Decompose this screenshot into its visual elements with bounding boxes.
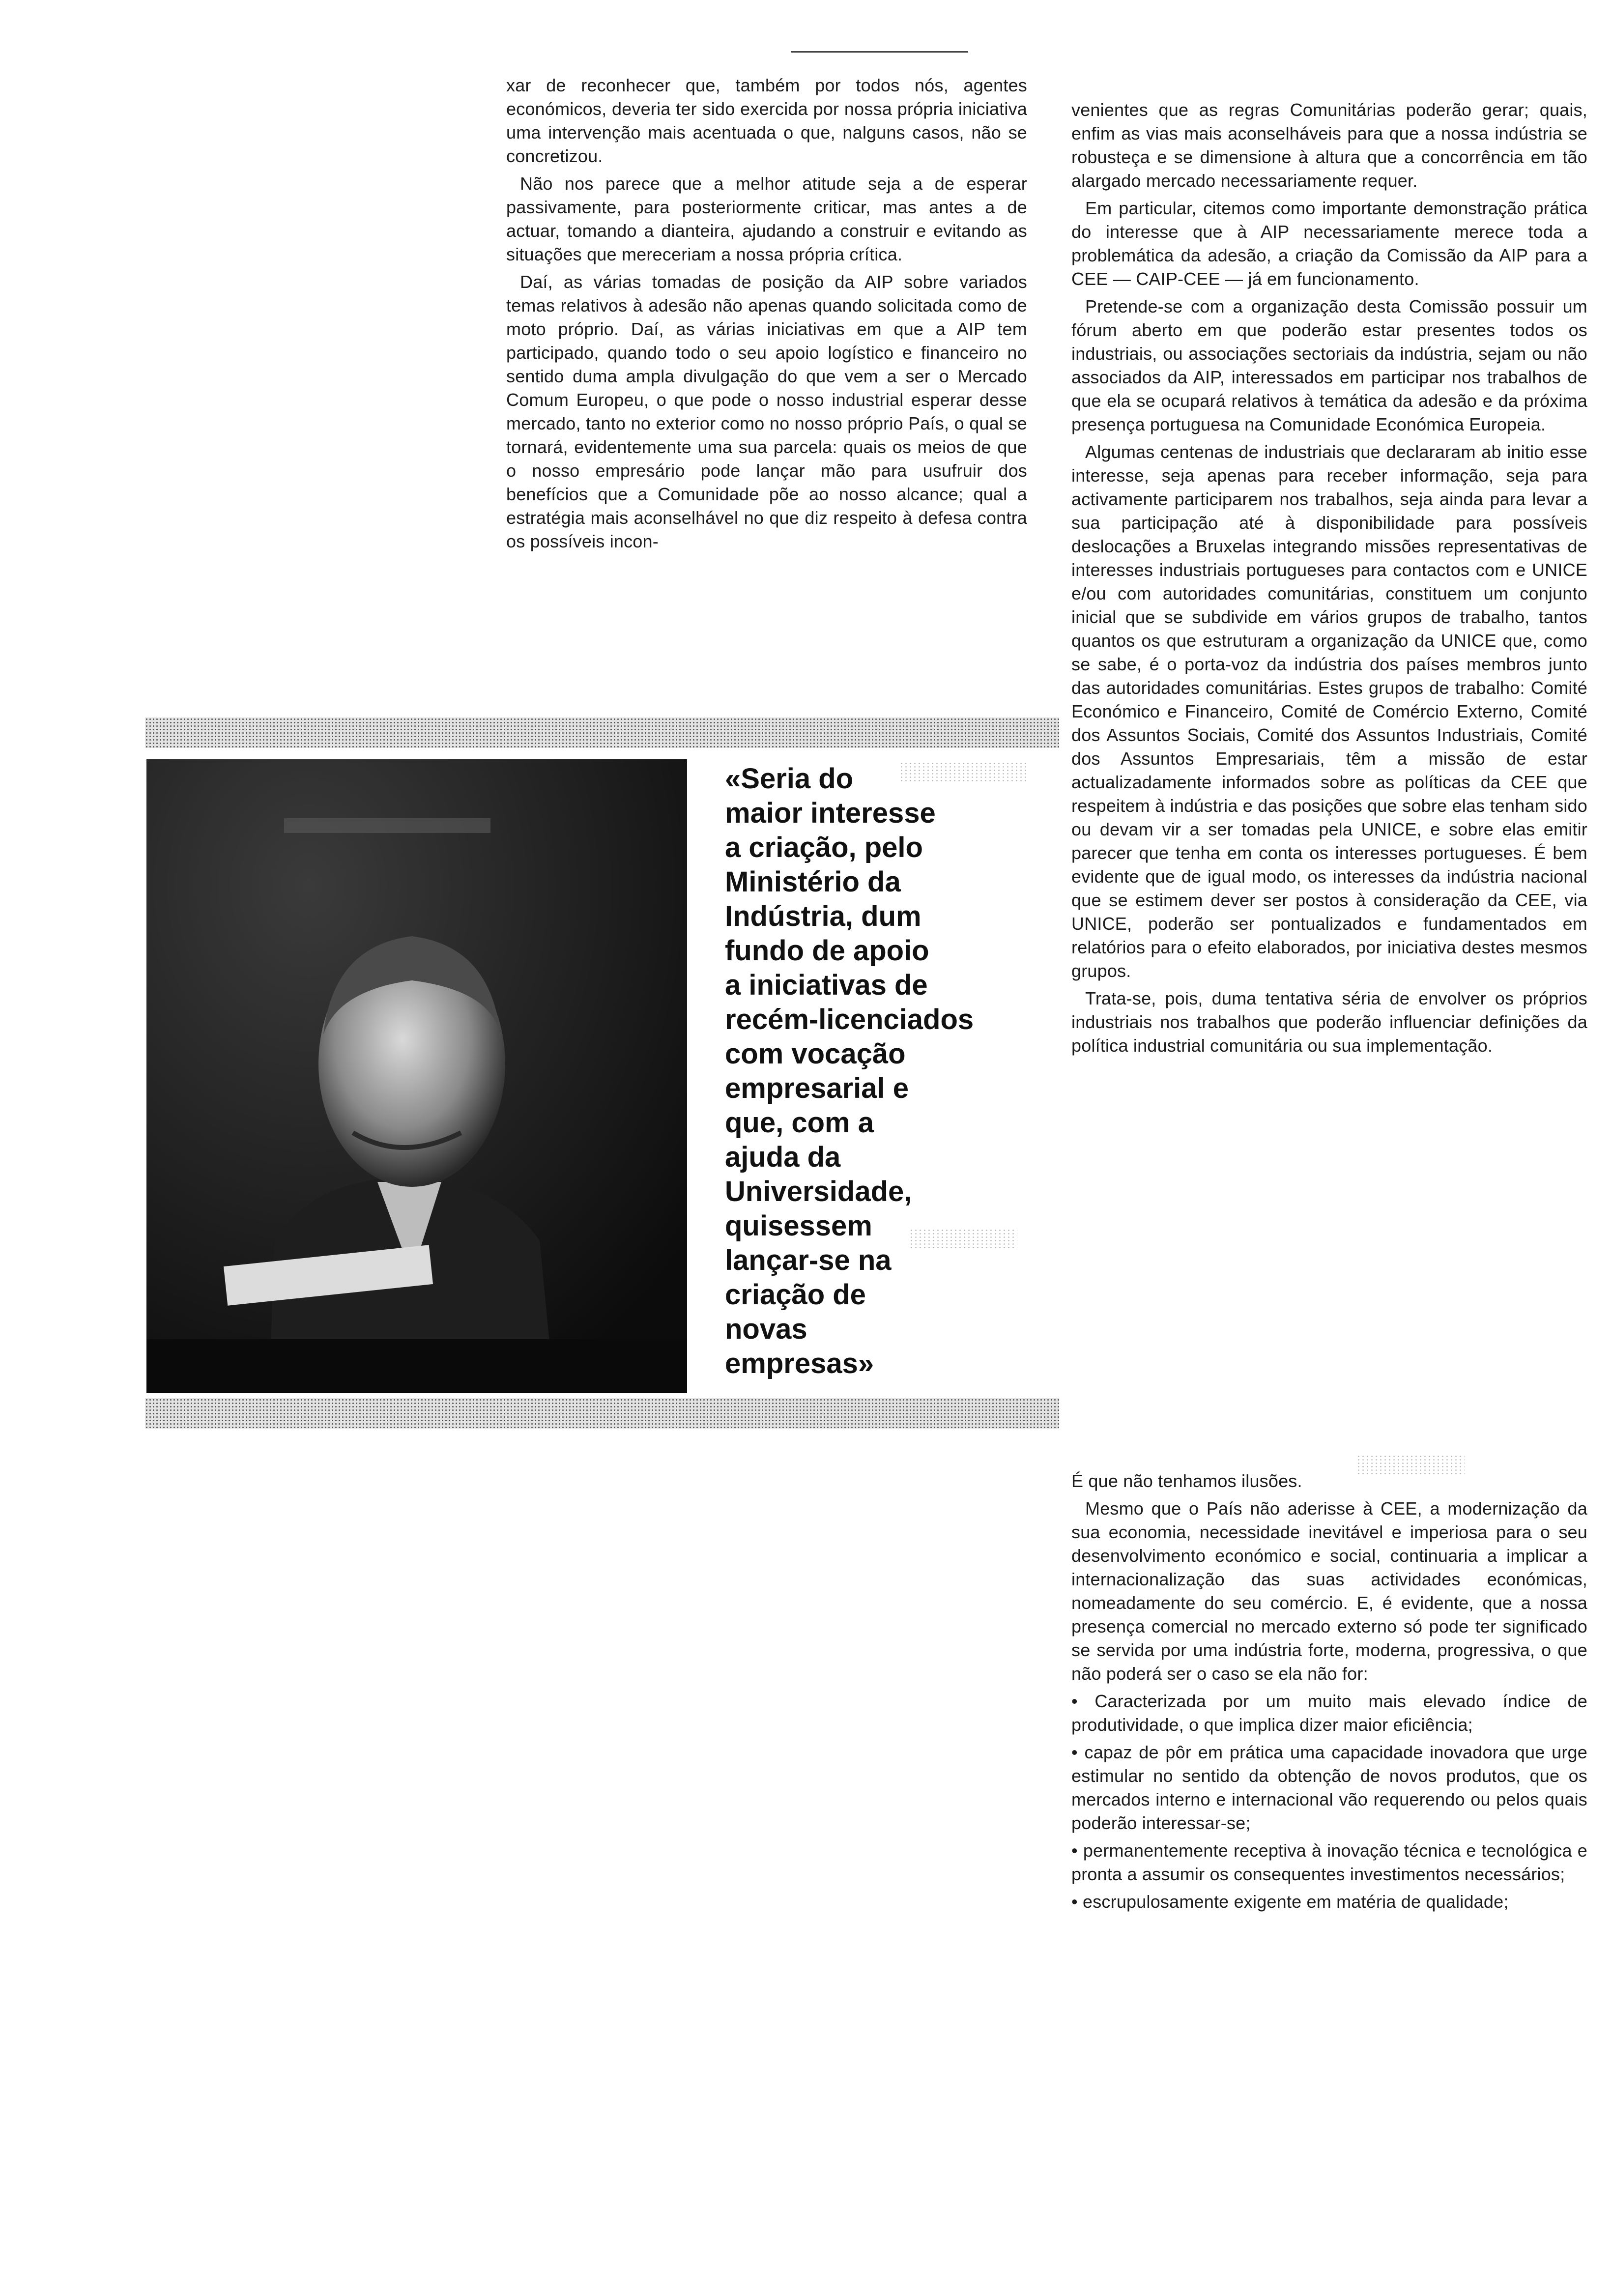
pull-quote-line: com vocação xyxy=(725,1038,906,1070)
pull-quote-line: lançar-se na xyxy=(725,1244,892,1276)
pull-quote-line: ajuda da xyxy=(725,1141,841,1173)
paragraph: Não nos parece que a melhor atitude seja a de esperar passivamente, para posteriormente criticar, mas antes a de actuar, tomando a dianteira, ajudando a construir e evitando as situações que mereceriam a nossa própria crítica. xyxy=(506,173,1027,264)
pull-quote-line: Indústria, dum xyxy=(725,900,921,932)
article-column-right xyxy=(1071,98,1587,1062)
pull-quote-line: «Seria do xyxy=(725,763,854,795)
list-item: • permanentemente receptiva à inovação técnica e tecnológica e pronta a assumir os consequentes investimentos necessários; xyxy=(1071,1839,1587,1886)
pull-quote-line: a criação, pelo xyxy=(725,832,923,863)
article-column-right-bottom xyxy=(1071,1469,1587,1918)
pull-quote xyxy=(725,762,1049,1381)
paragraph: xar de reconhecer que, também por todos nós, agentes económicos, deveria ter sido exercida por nossa própria iniciativa uma intervenção mais acentuada o que, nalguns casos, não se concretizou. xyxy=(506,75,1027,166)
halftone-band-top xyxy=(145,718,1059,748)
paragraph: venientes que as regras Comunitárias poderão gerar; quais, enfim as vias mais aconselháveis para que a nossa indústria se robusteça e se dimensione à altura que a concorrência em tão alargado mercado necessariamente requer. xyxy=(1071,100,1587,191)
paragraph: É que não tenhamos ilusões. xyxy=(1071,1471,1302,1491)
top-rule xyxy=(791,51,968,53)
halftone-band-bottom xyxy=(145,1398,1059,1429)
print-smudge xyxy=(899,762,1027,781)
pull-quote-line: maior interesse xyxy=(725,797,936,829)
list-item: • Caracterizada por um muito mais elevado índice de produtividade, o que implica dizer maior eficiência; xyxy=(1071,1690,1587,1737)
pull-quote-line: quisessem xyxy=(725,1210,872,1242)
portrait-figure xyxy=(146,759,687,1393)
paragraph: Trata-se, pois, duma tentativa séria de envolver os próprios industriais nos trabalhos que poderão influenciar definições da política industrial comunitária ou sua implementação. xyxy=(1071,988,1587,1056)
portrait-photo xyxy=(146,759,687,1393)
paragraph: Algumas centenas de industriais que declararam ab initio esse interesse, seja apenas para receber informação, seja para activamente participarem nos trabalhos, seja ainda para levar a sua participação até à disponibilidade para possíveis deslocações a Bruxelas integrando missões representativas de interesses industriais portugueses para contactos com e UNICE e/ou com autoridades comunitárias, constituem um conjunto inicial que se subdivide em vários grupos de trabalho, tantos quantos os que estruturam a organização da UNICE que, como se sabe, é o porta-voz da indústria dos países membros junto das autoridades comunitárias. Estes grupos de trabalho: Comité Económico e Financeiro, Comité de Comércio Externo, Comité dos Assuntos Sociais, Comité dos Assuntos Industriais, Comité dos Assuntos Empresariais, têm a missão de estar actualizadamente informados sobre as políticas da CEE que respeitem à indústria e das posições que sobre elas tenham sido ou devam vir a ser tomadas pela UNICE, e sobre elas emitir parecer que tenha em conta os interesses portugueses. É bem evidente que de igual modo, os interesses da indústria nacional que se estimem dever ser postos à consideração da CEE, via UNICE, poderão ser pontualizados e fundamentados em relatórios para o efeito elaborados, por iniciativa destes mesmos grupos. xyxy=(1071,442,1587,981)
list-item: • escrupulosamente exigente em matéria de qualidade; xyxy=(1071,1890,1587,1914)
pull-quote-line: a iniciativas de xyxy=(725,969,928,1001)
print-smudge xyxy=(909,1229,1017,1248)
pull-quote-line: novas xyxy=(725,1313,807,1345)
pull-quote-line: criação de xyxy=(725,1279,866,1311)
paragraph: Mesmo que o País não aderisse à CEE, a modernização da sua economia, necessidade inevitável e imperiosa para o seu desenvolvimento económico e social, continuaria a implicar a internacionalização das suas actividades económicas, nomeadamente do seu comércio. E, é evidente, que a nossa presença comercial no mercado externo só pode ter significado se servida por uma indústria forte, moderna, progressiva, o que não poderá ser o caso se ela não for: xyxy=(1071,1498,1587,1684)
pull-quote-line: fundo de apoio xyxy=(725,935,929,967)
pull-quote-line: empresas» xyxy=(725,1348,874,1379)
pull-quote-line: Universidade, xyxy=(725,1176,912,1207)
paragraph: Daí, as várias tomadas de posição da AIP sobre variados temas relativos à adesão não apenas quando solicitada como de moto próprio. Daí, as várias iniciativas em que a AIP tem participado, quando todo o seu apoio logístico e financeiro no sentido duma ampla divulgação do que vem a ser o Mercado Comum Europeu, o que pode o nosso industrial esperar desse mercado, tanto no exterior como no nosso próprio País, o qual se tornará, evidentemente uma sua parcela: quais os meios de que o nosso empresário pode lançar mão para usufruir dos benefícios que a Comunidade põe ao nosso alcance; qual a estratégia mais aconselhável no que diz respeito à defesa contra os possíveis incon- xyxy=(506,272,1027,551)
pull-quote-line: empresarial e xyxy=(725,1072,909,1104)
paragraph: Pretende-se com a organização desta Comissão possuir um fórum aberto em que poderão estar presentes todos os industriais, ou associações sectoriais da indústria, sejam ou não associados da AIP, interessados em participar nos trabalhos de que ela se ocupará relativos à temática da adesão e da próxima presença portuguesa na Comunidade Económica Europeia. xyxy=(1071,296,1587,434)
pull-quote-line: que, com a xyxy=(725,1107,874,1139)
list-item: • capaz de pôr em prática uma capacidade inovadora que urge estimular no sentido da obtenção de novos produtos, que os mercados interno e internacional vão requerendo ou pelos quais poderão interessar-se; xyxy=(1071,1741,1587,1835)
paragraph: Em particular, citemos como importante demonstração prática do interesse que à AIP necessariamente merece toda a problemática da adesão, a criação da Comissão da AIP para a CEE — CAIP-CEE — já em funcionamento. xyxy=(1071,198,1587,289)
pull-quote-line: Ministério da xyxy=(725,866,901,898)
pull-quote-line: recém-licenciados xyxy=(725,1004,974,1035)
article-column-left xyxy=(506,74,1027,557)
